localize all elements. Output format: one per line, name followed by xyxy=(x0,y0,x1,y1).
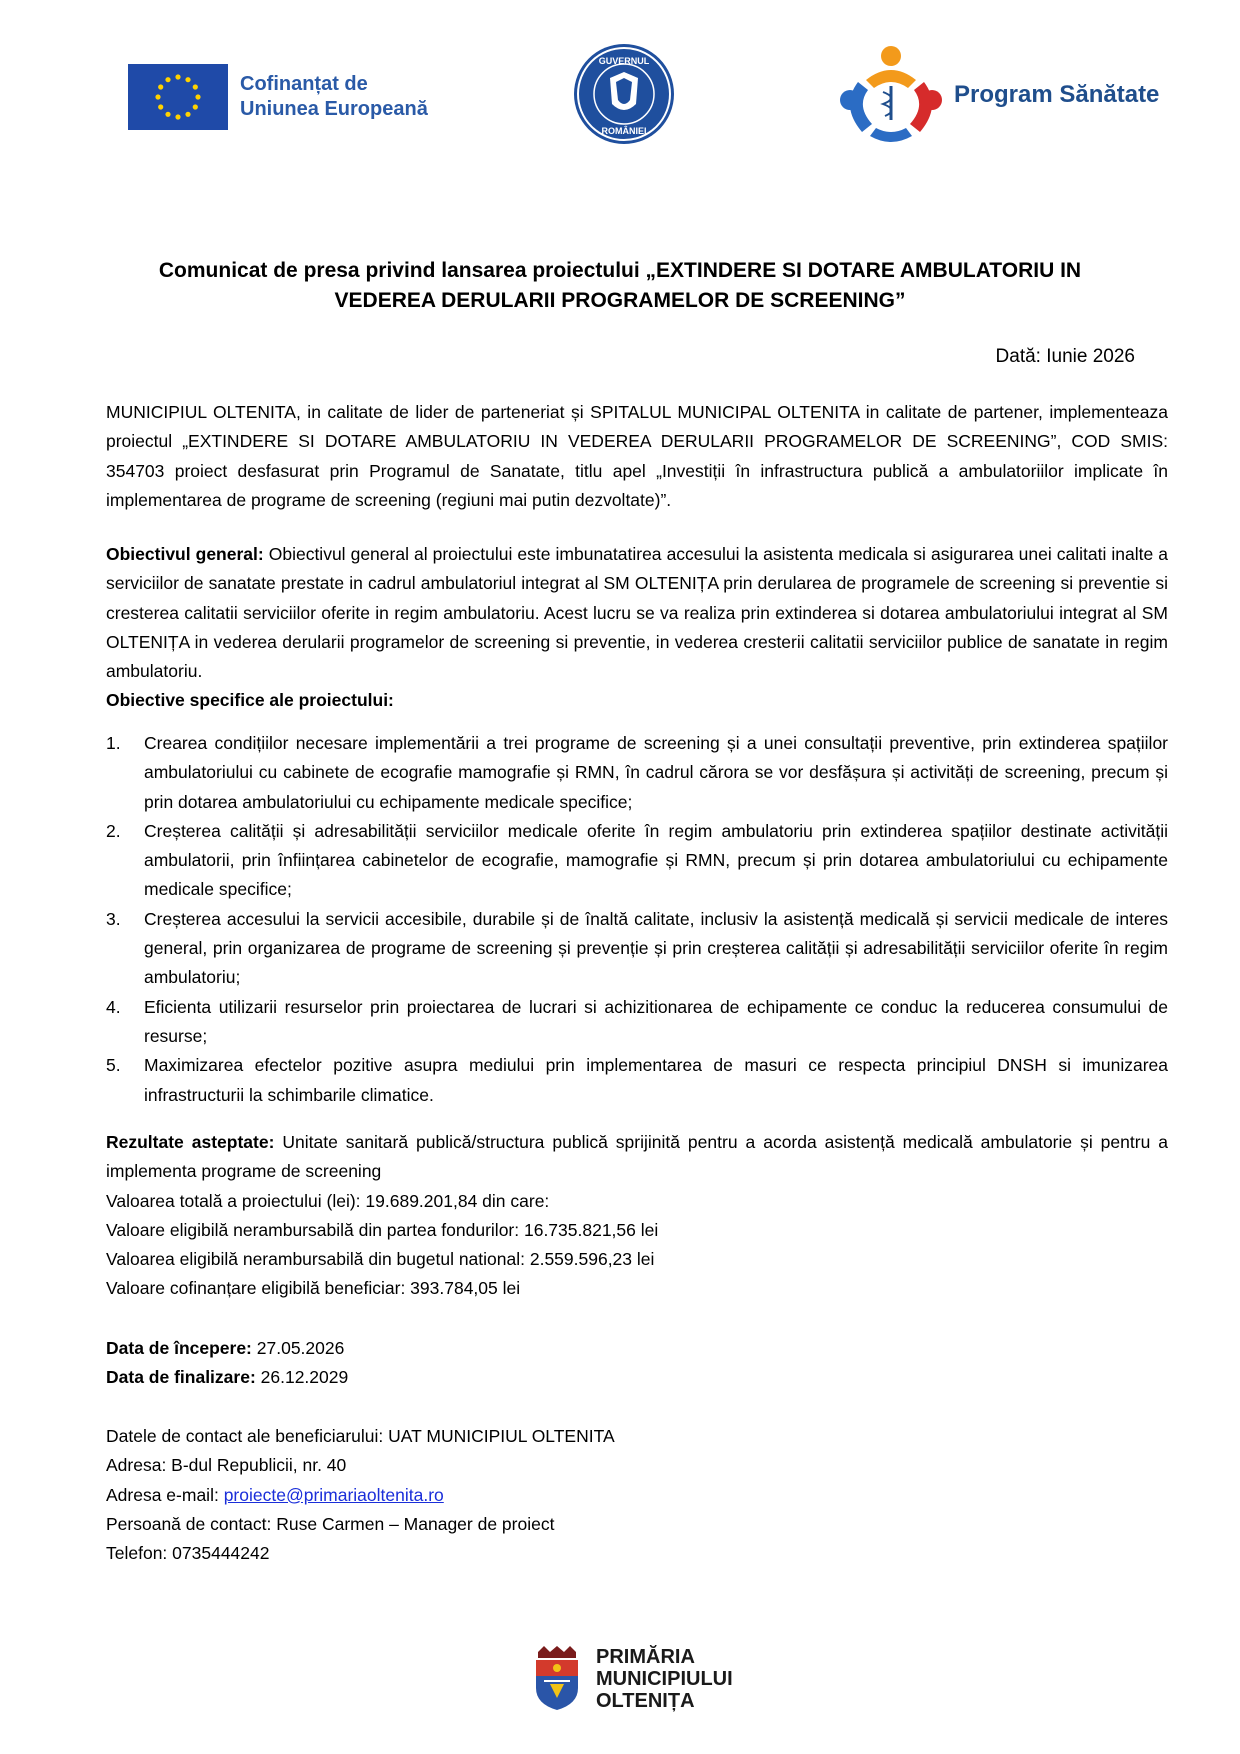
header-logos xyxy=(0,40,1240,150)
eu-logo-line-1: Cofinanțat de xyxy=(240,73,368,95)
expected-results-section xyxy=(106,1128,1168,1304)
contact-section xyxy=(106,1422,1168,1568)
list-item-text: Eficienta utilizarii resurselor prin proiectarea de lucrari si achizitionarea de echipamente ce conduc la reducerea consumului de resurse; xyxy=(144,996,1168,1046)
list-item xyxy=(106,729,1168,817)
svg-text:GUVERNUL: GUVERNUL xyxy=(598,56,650,66)
document-date: Dată: Iunie 2026 xyxy=(995,346,1135,367)
intro-paragraph: MUNICIPIUL OLTENITA, in calitate de lider de parteneriat și SPITALUL MUNICIPAL OLTENITA in calitate de partener, implementeaza proiectul „EXTINDERE SI DOTARE AMBULATORIU IN VEDEREA DERULARII PROGRAMELOR DE SCREENING”, COD SMIS: 354703 proiect desfasurat prin Programul de Sanatate, titlu apel „Investiții în infrastructura publică a ambulatoriilor implicate în implementarea de programe de screening (regiuni mai putin dezvoltate)”. xyxy=(106,402,1168,510)
results-statement xyxy=(106,1128,1168,1187)
start-date-label: Data de începere: xyxy=(106,1338,252,1358)
end-date-line xyxy=(106,1363,1168,1392)
list-item xyxy=(106,817,1168,905)
list-item xyxy=(106,905,1168,993)
press-release-title: Comunicat de presa privind lansarea proiectului „EXTINDERE SI DOTARE AMBULATORIU IN VEDEREA DERULARII PROGRAMELOR DE SCREENING” xyxy=(158,259,1082,312)
start-date-value: 27.05.2026 xyxy=(251,1338,345,1358)
list-item-text: Creșterea calității și adresabilității serviciilor medicale oferite în regim ambulatoriu prin extinderea spațiilor destinate activității ambulatorii, prin înființarea cabinetelor de ecografie, mamografie și RMN, precum și prin dotarea ambulatoriului cu echipamente medicale specifice; xyxy=(144,820,1168,900)
email-label: Adresa e-mail: xyxy=(106,1484,224,1505)
list-item-number: 4. xyxy=(106,996,121,1017)
specific-objectives-list xyxy=(106,729,1168,1110)
cofinancing-value-line: Valoare cofinanțare eligibilă beneficiar: 393.784,05 lei xyxy=(106,1278,521,1299)
list-item-number: 1. xyxy=(106,733,121,753)
end-date-value: 26.12.2029 xyxy=(255,1367,349,1388)
primaria-oltenita-logo xyxy=(532,1646,733,1712)
eu-logo-line-2: Uniunea Europeană xyxy=(240,98,428,120)
results-label: Rezultate asteptate: xyxy=(106,1132,275,1152)
project-dates xyxy=(106,1334,1168,1393)
eu-flag-icon xyxy=(128,64,228,130)
list-item-text: Maximizarea efectelor pozitive asupra mediului prin implementarea de masuri ce respecta principiul DNSH si imunizarea infrastructurii la schimbarile climatice. xyxy=(144,1055,1168,1105)
list-item xyxy=(106,1051,1168,1110)
primaria-logo-text xyxy=(596,1646,733,1712)
list-item-text: Creșterea accesului la servicii accesibile, durabile și de înaltă calitate, inclusiv la asistență medicală și servicii medicale de interes general, prin organizarea de programe de screening și prevenție și prin creșterea calității și adresabilității serviciilor oferite în regim ambulatoriu; xyxy=(144,908,1168,988)
email-line xyxy=(106,1481,1168,1510)
eu-cofinancing-logo xyxy=(128,64,428,130)
list-item xyxy=(106,993,1168,1052)
contact-person-line: Persoană de contact: Ruse Carmen – Manager de proiect xyxy=(106,1513,555,1534)
address-line: Adresa: B-dul Republicii, nr. 40 xyxy=(106,1455,347,1476)
program-sanatate-logo xyxy=(836,42,1159,148)
list-item-number: 2. xyxy=(106,820,121,841)
primaria-logo-line-3: OLTENIȚA xyxy=(596,1690,695,1712)
list-item-number: 5. xyxy=(106,1055,121,1076)
svg-text:ROMÂNIEI: ROMÂNIEI xyxy=(601,126,647,136)
results-text: Unitate sanitară publică/structura publică sprijinită pentru a acorda asistență medicală ambulatorie și pentru a implementa programe de screening xyxy=(106,1132,1168,1182)
eu-logo-text xyxy=(240,72,428,122)
general-objective-label: Obiectivul general: xyxy=(106,544,264,564)
general-objective-text: Obiectivul general al proiectului este imbunatatirea accesului la asistenta medicala si asigurarea unei calitati inalte a serviciilor de sanatate prestate in cadrul ambulatoriul integrat al SM OLTENIȚA prin derularea de programele de screening si preventie si cresterea calitatii serviciilor oferite in regim ambulatoriu. Acest lucru se va realiza prin extinderea si dotarea ambulatoriului integrat al SM OLTENIȚA in vederea derularii programelor de screening si preventie, in vederea cresterii calitatii serviciilor publice de sanatate in regim ambulatoriu. xyxy=(106,544,1168,682)
phone-line: Telefon: 0735444242 xyxy=(106,1543,270,1564)
program-sanatate-text: Program Sănătate xyxy=(954,81,1160,108)
primaria-logo-line-2: MUNICIPIULUI xyxy=(596,1668,733,1690)
start-date-line xyxy=(106,1334,1168,1363)
total-value-line: Valoarea totală a proiectului (lei): 19.689.201,84 din care: xyxy=(106,1190,550,1211)
primaria-logo-line-1: PRIMĂRIA xyxy=(596,1646,695,1668)
eu-funds-value-line: Valoare eligibilă nerambursabilă din partea fondurilor: 16.735.821,56 lei xyxy=(106,1219,659,1240)
national-budget-value-line: Valoarea eligibilă nerambursabilă din bugetul national: 2.559.596,23 lei xyxy=(106,1249,655,1270)
email-link[interactable]: proiecte@primariaoltenita.ro xyxy=(223,1484,444,1505)
end-date-label: Data de finalizare: xyxy=(106,1367,256,1388)
list-item-number: 3. xyxy=(106,908,121,929)
objectives-section xyxy=(106,540,1168,716)
list-item-text: Crearea condițiilor necesare implementării a trei programe de screening și a unei consultații preventive, prin extinderea spațiilor ambulatoriului cu cabinete de ecografie mamografie și RMN, în cadrul cărora se vor desfășura și activități de screening, precum și prin dotarea ambulatoriului cu echipamente medicale specifice; xyxy=(144,733,1168,812)
program-sanatate-emblem-icon xyxy=(836,42,946,148)
beneficiary-line: Datele de contact ale beneficiarului: UAT MUNICIPIUL OLTENITA xyxy=(106,1426,615,1446)
oltenita-coat-of-arms-icon xyxy=(532,1646,582,1712)
government-of-romania-seal xyxy=(572,42,676,146)
specific-objectives-label: Obiective specifice ale proiectului: xyxy=(106,690,394,711)
